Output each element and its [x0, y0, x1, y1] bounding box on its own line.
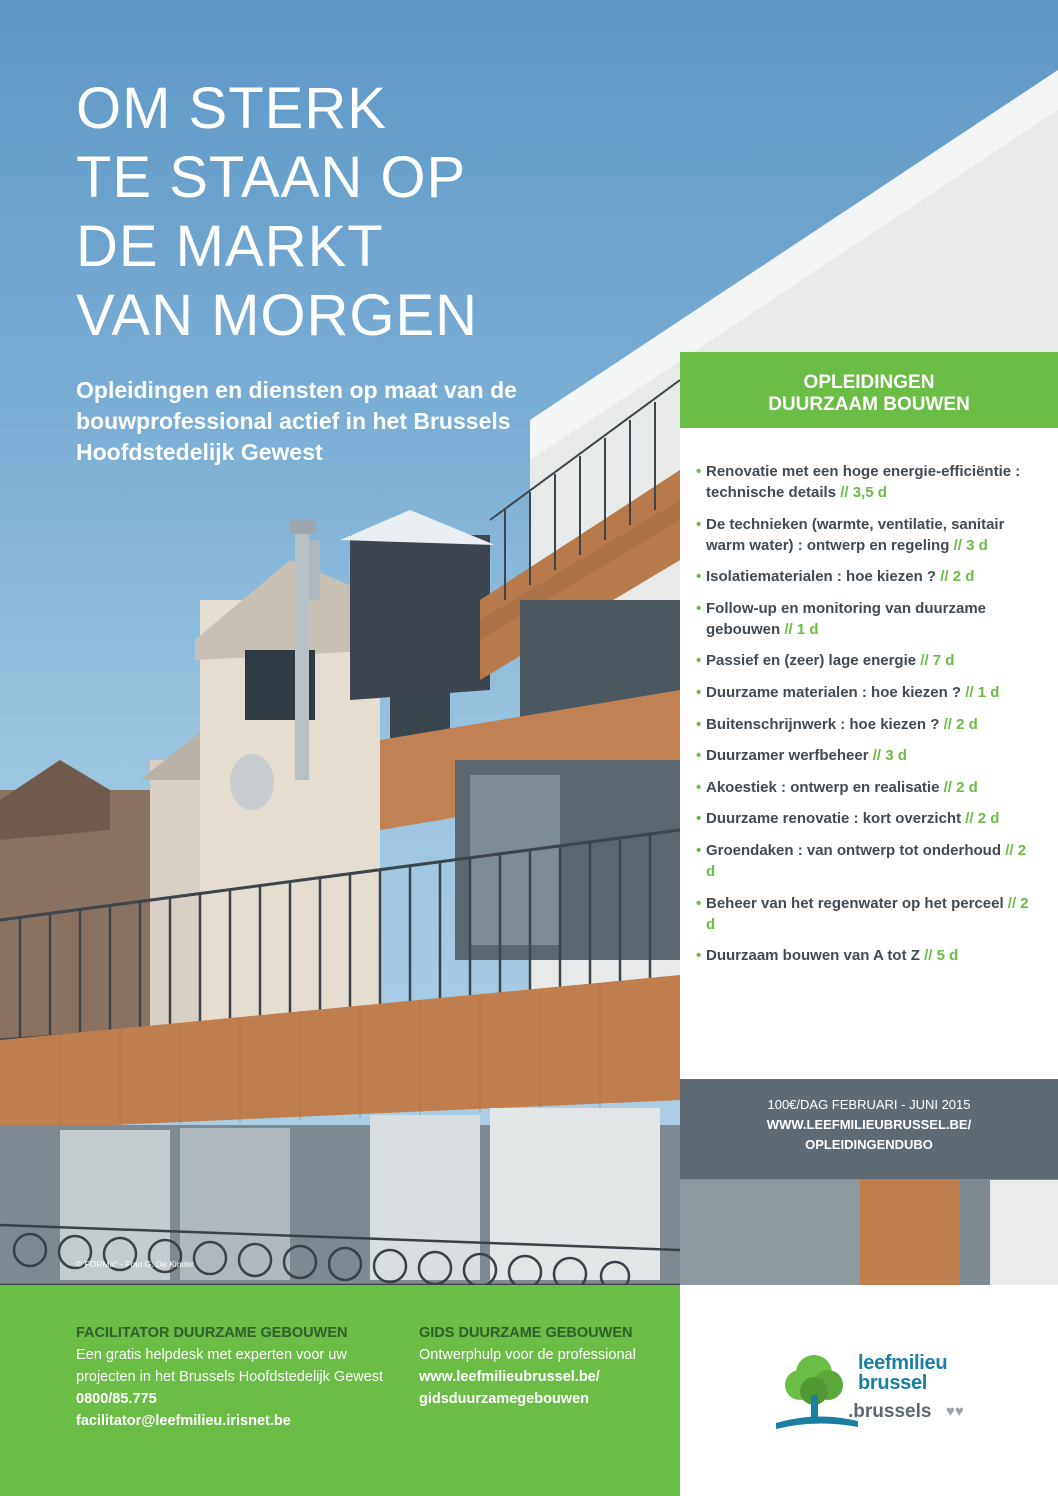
course-duration: // 3 d [953, 536, 988, 554]
hearts-icon: ♥♥ [946, 1403, 964, 1420]
course-item [696, 598, 1038, 640]
facilitator-desc: projecten in het Brussels Hoofdstedelijk Gewest [76, 1369, 384, 1385]
course-item [696, 682, 1038, 703]
headline-line: TE STAAN OP [76, 145, 467, 210]
gids-url[interactable]: www.leefmilieubrussel.be/ [419, 1369, 600, 1385]
gids-block [419, 1322, 669, 1410]
course-duration: // 2 d [706, 894, 1029, 933]
logo-text: leefmilieu [858, 1352, 948, 1374]
course-title: Beheer van het regenwater op het perceel [706, 894, 1004, 912]
course-list [696, 461, 1038, 966]
course-title: Akoestiek : ontwerp en realisatie [706, 778, 940, 796]
course-title: Buitenschrijnwerk : hoe kiezen ? [706, 715, 940, 733]
course-item [696, 777, 1038, 798]
course-item [696, 745, 1038, 766]
course-duration: // 5 d [924, 947, 959, 965]
course-item [696, 461, 1038, 503]
course-item [696, 650, 1038, 671]
course-duration: // 2 d [706, 841, 1027, 880]
course-duration: // 2 d [940, 568, 975, 586]
training-url[interactable]: WWW.LEEFMILIEUBRUSSEL.BE/ [766, 1117, 972, 1132]
course-duration: // 1 d [965, 683, 1000, 701]
facilitator-email[interactable]: facilitator@leefmilieu.irisnet.be [76, 1413, 291, 1429]
course-title: Passief en (zeer) lage energie [706, 652, 917, 670]
course-title: Duurzame renovatie : kort overzicht [706, 810, 962, 828]
gids-url[interactable]: gidsduurzamegebouwen [419, 1391, 589, 1407]
gids-desc: Ontwerphulp voor de professional [419, 1347, 636, 1363]
course-duration: // 3,5 d [840, 484, 887, 501]
facilitator-title: FACILITATOR DUURZAME GEBOUWEN [76, 1325, 348, 1341]
course-title: Groendaken : van ontwerp tot onderhoud [706, 841, 1002, 859]
headline [76, 74, 636, 350]
headline-line: VAN MORGEN [76, 283, 479, 348]
logo-text: .brussels [848, 1401, 932, 1422]
course-item [696, 808, 1038, 829]
panel-footer [680, 1079, 1058, 1179]
facilitator-block [76, 1322, 416, 1432]
logo-text: brussel [858, 1372, 928, 1394]
course-duration: // 3 d [872, 747, 907, 765]
panel-title [680, 352, 1058, 428]
course-title: De technieken (warmte, ventilatie, sanitair warm water) : ontwerp en regeling [706, 515, 1005, 554]
course-duration: // 7 d [920, 652, 955, 670]
course-item [696, 893, 1038, 935]
course-title: Renovatie met een hoge energie-efficiëntie : technische details [706, 463, 1021, 501]
course-item [696, 945, 1038, 966]
facilitator-phone[interactable]: 0800/85.775 [76, 1391, 157, 1407]
subheadline: Opleidingen en diensten op maat van de bouwprofessional actief in het Brussels Hoofdstedelijk Gewest [76, 377, 517, 465]
course-item [696, 514, 1038, 556]
training-panel [680, 352, 1058, 1179]
course-duration: // 2 d [943, 778, 978, 796]
course-title: Duurzaam bouwen van A tot Z [706, 947, 920, 965]
panel-title-line: DUURZAAM BOUWEN [768, 394, 970, 415]
leefmilieu-brussel-logo [776, 1351, 986, 1431]
course-title: Isolatiematerialen : hoe kiezen ? [706, 568, 937, 586]
logo-area [680, 1285, 1058, 1496]
course-title: Follow-up en monitoring van duurzame gebouwen [706, 599, 986, 638]
headline-line: DE MARKT [76, 214, 384, 279]
info-band [0, 1285, 680, 1496]
course-duration: // 2 d [943, 715, 978, 733]
tree-icon [776, 1351, 858, 1431]
training-url[interactable]: OPLEIDINGENDUBO [805, 1137, 933, 1152]
course-item [696, 840, 1038, 882]
price-dates: 100€/DAG FEBRUARI - JUNI 2015 [767, 1097, 971, 1112]
facilitator-desc: Een gratis helpdesk met experten voor uw [76, 1347, 347, 1363]
course-title: Duurzame materialen : hoe kiezen ? [706, 683, 962, 701]
course-duration: // 1 d [784, 620, 819, 638]
course-list-container [680, 428, 1058, 1079]
course-title: Duurzamer werfbeheer [706, 747, 869, 765]
course-duration: // 2 d [965, 810, 1000, 828]
photo-credit: © FORMa° - Foto G. De Kinder [76, 1259, 194, 1269]
headline-line: OM STERK [76, 76, 387, 141]
gids-title: GIDS DUURZAME GEBOUWEN [419, 1325, 633, 1341]
course-item [696, 714, 1038, 735]
panel-title-line: OPLEIDINGEN [803, 372, 935, 393]
course-item [696, 566, 1038, 587]
